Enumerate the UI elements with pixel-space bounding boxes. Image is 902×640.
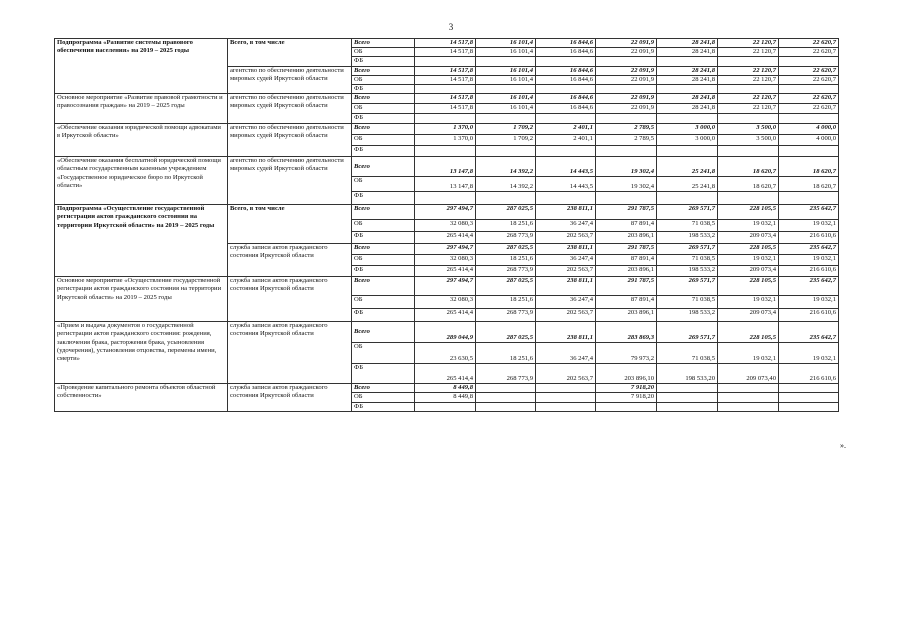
- amount-cell: 32 080,3: [415, 255, 476, 266]
- amount-cell: [779, 114, 839, 124]
- amount-cell: [657, 402, 718, 411]
- amount-cell: 14 517,8: [415, 75, 476, 84]
- amount-cell: 7 918,20: [596, 384, 657, 393]
- amount-cell: 289 044,9: [415, 322, 476, 343]
- amount-cell: 235 642,7: [779, 277, 839, 296]
- amount-cell: 16 101,4: [476, 66, 536, 75]
- amount-cell: 3 000,0: [657, 135, 718, 146]
- amount-cell: 8 449,8: [415, 384, 476, 393]
- amount-cell: 228 105,5: [718, 244, 779, 255]
- program-description: «Обеспечение оказания юридической помощи адвокатами в Иркутской области»: [55, 124, 228, 157]
- table-row: [55, 39, 839, 48]
- amount-cell: 16 844,6: [536, 66, 596, 75]
- funding-source: ОБ: [352, 343, 415, 364]
- amount-cell: 87 891,4: [596, 296, 657, 309]
- budget-table: [54, 38, 839, 412]
- funding-source: Всего: [352, 205, 415, 220]
- amount-cell: [779, 192, 839, 205]
- funding-source: ОБ: [352, 296, 415, 309]
- amount-cell: 71 038,5: [657, 296, 718, 309]
- amount-cell: 1 709,2: [476, 124, 536, 135]
- amount-cell: 1 370,0: [415, 135, 476, 146]
- amount-cell: 238 811,1: [536, 322, 596, 343]
- amount-cell: 22 120,7: [718, 94, 779, 104]
- executor-cell: Всего, в том числе: [228, 205, 352, 244]
- amount-cell: 28 241,8: [657, 94, 718, 104]
- amount-cell: 22 091,9: [596, 104, 657, 114]
- amount-cell: 22 120,7: [718, 104, 779, 114]
- amount-cell: 265 414,4: [415, 266, 476, 277]
- executor-cell: агентство по обеспечению деятельности мировых судей Иркутской области: [228, 66, 352, 94]
- amount-cell: 18 251,6: [476, 343, 536, 364]
- amount-cell: 22 620,7: [779, 75, 839, 84]
- program-description: «Обеспечение оказания бесплатной юридической помощи областным государственным казенным учреждением «Государственное юридическое бюро по Иркутской области»: [55, 157, 228, 205]
- amount-cell: [596, 402, 657, 411]
- amount-cell: 235 642,7: [779, 205, 839, 220]
- amount-cell: 203 896,10: [596, 364, 657, 384]
- amount-cell: 22 120,7: [718, 66, 779, 75]
- program-description: Основное мероприятие «Осуществление государственной регистрации актов гражданского состояния на территории Иркутской области» на 2019 – 2025 годы: [55, 277, 228, 322]
- amount-cell: 18 251,6: [476, 255, 536, 266]
- amount-cell: 22 120,7: [718, 39, 779, 48]
- amount-cell: 22 620,7: [779, 104, 839, 114]
- amount-cell: 19 032,1: [779, 296, 839, 309]
- amount-cell: [536, 393, 596, 402]
- amount-cell: [536, 146, 596, 157]
- amount-cell: 238 811,1: [536, 205, 596, 220]
- amount-cell: 16 844,6: [536, 48, 596, 57]
- amount-cell: 36 247,4: [536, 255, 596, 266]
- executor-cell: служба записи актов гражданского состояния Иркутской области: [228, 384, 352, 412]
- amount-cell: [657, 57, 718, 66]
- amount-cell: 16 844,6: [536, 39, 596, 48]
- amount-cell: 19 032,1: [779, 255, 839, 266]
- amount-cell: 22 120,7: [718, 48, 779, 57]
- amount-cell: [596, 114, 657, 124]
- amount-cell: 23 630,5: [415, 343, 476, 364]
- amount-cell: 14 517,8: [415, 48, 476, 57]
- amount-cell: [779, 384, 839, 393]
- amount-cell: 22 620,7: [779, 48, 839, 57]
- executor-cell: агентство по обеспечению деятельности мировых судей Иркутской области: [228, 94, 352, 124]
- amount-cell: 19 302,4: [596, 157, 657, 177]
- amount-cell: 297 494,7: [415, 205, 476, 220]
- amount-cell: [476, 393, 536, 402]
- program-description: «Проведение капитального ремонта объектов областной собственности»: [55, 384, 228, 412]
- amount-cell: 3 500,0: [718, 124, 779, 135]
- amount-cell: [718, 146, 779, 157]
- amount-cell: [657, 393, 718, 402]
- amount-cell: [779, 146, 839, 157]
- executor-cell: служба записи актов гражданского состояния Иркутской области: [228, 244, 352, 277]
- amount-cell: [779, 57, 839, 66]
- funding-source: ФБ: [352, 114, 415, 124]
- amount-cell: 32 080,3: [415, 220, 476, 232]
- amount-cell: 202 563,7: [536, 232, 596, 244]
- funding-source: Всего: [352, 157, 415, 177]
- amount-cell: [476, 85, 536, 94]
- amount-cell: 71 038,5: [657, 220, 718, 232]
- amount-cell: 287 025,5: [476, 277, 536, 296]
- page-number: 3: [448, 22, 454, 32]
- amount-cell: [718, 393, 779, 402]
- amount-cell: 18 620,7: [718, 177, 779, 192]
- amount-cell: 3 500,0: [718, 135, 779, 146]
- amount-cell: 287 025,5: [476, 244, 536, 255]
- amount-cell: [596, 85, 657, 94]
- executor-cell: служба записи актов гражданского состояния Иркутской области: [228, 277, 352, 322]
- amount-cell: 19 032,1: [718, 343, 779, 364]
- amount-cell: 16 101,4: [476, 39, 536, 48]
- funding-source: ОБ: [352, 393, 415, 402]
- amount-cell: [657, 114, 718, 124]
- amount-cell: 22 620,7: [779, 39, 839, 48]
- funding-source: ОБ: [352, 104, 415, 114]
- closing-mark: ».: [840, 441, 846, 450]
- amount-cell: 19 032,1: [718, 220, 779, 232]
- amount-cell: 18 620,7: [779, 177, 839, 192]
- funding-source: ФБ: [352, 57, 415, 66]
- amount-cell: [718, 384, 779, 393]
- amount-cell: [657, 85, 718, 94]
- amount-cell: 216 610,6: [779, 232, 839, 244]
- amount-cell: 198 533,2: [657, 309, 718, 322]
- program-description: «Прием и выдача документов о государственной регистрации актов гражданского состояния: рождения, заключения брака, расторжения брака, усыновления (удочерения), установления отцовства, перемены имени, смерти»: [55, 322, 228, 384]
- amount-cell: 235 642,7: [779, 244, 839, 255]
- funding-source: ФБ: [352, 309, 415, 322]
- executor-cell: агентство по обеспечению деятельности мировых судей Иркутской области: [228, 157, 352, 205]
- amount-cell: [415, 192, 476, 205]
- amount-cell: 14 392,2: [476, 157, 536, 177]
- amount-cell: 268 773,9: [476, 309, 536, 322]
- amount-cell: 19 032,1: [779, 343, 839, 364]
- amount-cell: 22 620,7: [779, 94, 839, 104]
- amount-cell: [657, 192, 718, 205]
- amount-cell: 18 251,6: [476, 296, 536, 309]
- amount-cell: 2 789,5: [596, 124, 657, 135]
- amount-cell: [415, 114, 476, 124]
- amount-cell: 216 610,6: [779, 266, 839, 277]
- amount-cell: [718, 402, 779, 411]
- funding-source: ОБ: [352, 177, 415, 192]
- executor-cell: агентство по обеспечению деятельности мировых судей Иркутской области: [228, 124, 352, 157]
- funding-source: ФБ: [352, 192, 415, 205]
- funding-source: ФБ: [352, 402, 415, 411]
- executor-cell: служба записи актов гражданского состояния Иркутской области: [228, 322, 352, 384]
- funding-source: ОБ: [352, 75, 415, 84]
- amount-cell: [596, 146, 657, 157]
- funding-source: Всего: [352, 124, 415, 135]
- amount-cell: 198 533,20: [657, 364, 718, 384]
- amount-cell: [596, 192, 657, 205]
- amount-cell: 287 025,5: [476, 322, 536, 343]
- amount-cell: 291 787,5: [596, 244, 657, 255]
- amount-cell: [718, 57, 779, 66]
- program-description: Подпрограмма «Развитие системы правового обеспечения населения» на 2019 – 2025 годы: [55, 39, 228, 94]
- amount-cell: 14 517,8: [415, 39, 476, 48]
- amount-cell: 13 147,8: [415, 157, 476, 177]
- table-row: [55, 205, 839, 220]
- amount-cell: 202 563,7: [536, 266, 596, 277]
- amount-cell: 16 101,4: [476, 75, 536, 84]
- amount-cell: 203 896,1: [596, 232, 657, 244]
- amount-cell: 269 571,7: [657, 322, 718, 343]
- amount-cell: 209 073,40: [718, 364, 779, 384]
- amount-cell: 25 241,8: [657, 157, 718, 177]
- amount-cell: [415, 85, 476, 94]
- amount-cell: [415, 57, 476, 66]
- amount-cell: 19 032,1: [718, 296, 779, 309]
- amount-cell: 79 973,2: [596, 343, 657, 364]
- amount-cell: 283 869,3: [596, 322, 657, 343]
- amount-cell: [718, 85, 779, 94]
- amount-cell: [476, 192, 536, 205]
- amount-cell: 14 517,8: [415, 94, 476, 104]
- amount-cell: [476, 384, 536, 393]
- amount-cell: [536, 85, 596, 94]
- amount-cell: 16 101,4: [476, 94, 536, 104]
- amount-cell: 202 563,7: [536, 309, 596, 322]
- amount-cell: 265 414,4: [415, 364, 476, 384]
- amount-cell: 238 811,1: [536, 244, 596, 255]
- table-row: [55, 124, 839, 135]
- amount-cell: 3 000,0: [657, 124, 718, 135]
- amount-cell: 216 610,6: [779, 309, 839, 322]
- amount-cell: 19 302,4: [596, 177, 657, 192]
- funding-source: ОБ: [352, 135, 415, 146]
- amount-cell: 235 642,7: [779, 322, 839, 343]
- amount-cell: 22 091,9: [596, 39, 657, 48]
- amount-cell: 28 241,8: [657, 39, 718, 48]
- amount-cell: 71 038,5: [657, 343, 718, 364]
- program-description: Основное мероприятие «Развитие правовой грамотности и правосознания граждан» на 2019 – 2025 годы: [55, 94, 228, 124]
- amount-cell: 28 241,8: [657, 48, 718, 57]
- amount-cell: 297 494,7: [415, 277, 476, 296]
- amount-cell: [536, 57, 596, 66]
- amount-cell: 268 773,9: [476, 232, 536, 244]
- amount-cell: 291 787,5: [596, 277, 657, 296]
- amount-cell: [415, 402, 476, 411]
- amount-cell: 209 073,4: [718, 309, 779, 322]
- amount-cell: [779, 402, 839, 411]
- amount-cell: 13 147,8: [415, 177, 476, 192]
- funding-source: ФБ: [352, 364, 415, 384]
- amount-cell: 14 517,8: [415, 66, 476, 75]
- amount-cell: [476, 146, 536, 157]
- amount-cell: 28 241,8: [657, 75, 718, 84]
- amount-cell: 14 517,8: [415, 104, 476, 114]
- table-row: [55, 157, 839, 177]
- amount-cell: 36 247,4: [536, 296, 596, 309]
- amount-cell: [779, 393, 839, 402]
- amount-cell: 87 891,4: [596, 220, 657, 232]
- amount-cell: 28 241,8: [657, 66, 718, 75]
- amount-cell: 265 414,4: [415, 232, 476, 244]
- amount-cell: [476, 114, 536, 124]
- amount-cell: [536, 402, 596, 411]
- amount-cell: 16 101,4: [476, 104, 536, 114]
- funding-source: Всего: [352, 244, 415, 255]
- amount-cell: [536, 192, 596, 205]
- amount-cell: 36 247,4: [536, 220, 596, 232]
- amount-cell: [718, 192, 779, 205]
- amount-cell: 18 620,7: [779, 157, 839, 177]
- amount-cell: 2 401,1: [536, 135, 596, 146]
- amount-cell: 291 787,5: [596, 205, 657, 220]
- funding-source: Всего: [352, 66, 415, 75]
- amount-cell: 1 709,2: [476, 135, 536, 146]
- amount-cell: 25 241,8: [657, 177, 718, 192]
- funding-source: ОБ: [352, 48, 415, 57]
- amount-cell: 4 000,0: [779, 124, 839, 135]
- amount-cell: [476, 402, 536, 411]
- funding-source: ФБ: [352, 232, 415, 244]
- table-row: [55, 384, 839, 393]
- amount-cell: 2 401,1: [536, 124, 596, 135]
- funding-source: ФБ: [352, 146, 415, 157]
- amount-cell: 228 105,5: [718, 277, 779, 296]
- amount-cell: 287 025,5: [476, 205, 536, 220]
- amount-cell: 209 073,4: [718, 232, 779, 244]
- amount-cell: 18 251,6: [476, 220, 536, 232]
- amount-cell: 216 610,6: [779, 364, 839, 384]
- amount-cell: 14 392,2: [476, 177, 536, 192]
- funding-source: Всего: [352, 322, 415, 343]
- table-row: [55, 94, 839, 104]
- amount-cell: 269 571,7: [657, 244, 718, 255]
- amount-cell: 87 891,4: [596, 255, 657, 266]
- funding-source: ФБ: [352, 85, 415, 94]
- amount-cell: 22 120,7: [718, 75, 779, 84]
- amount-cell: 16 844,6: [536, 94, 596, 104]
- amount-cell: 265 414,4: [415, 309, 476, 322]
- amount-cell: [476, 57, 536, 66]
- amount-cell: [657, 384, 718, 393]
- amount-cell: 22 091,9: [596, 48, 657, 57]
- amount-cell: 22 091,9: [596, 66, 657, 75]
- amount-cell: 268 773,9: [476, 266, 536, 277]
- amount-cell: 203 896,1: [596, 266, 657, 277]
- amount-cell: 4 000,0: [779, 135, 839, 146]
- amount-cell: [536, 384, 596, 393]
- amount-cell: [596, 57, 657, 66]
- funding-source: Всего: [352, 39, 415, 48]
- executor-cell: Всего, в том числе: [228, 39, 352, 67]
- amount-cell: 1 370,0: [415, 124, 476, 135]
- amount-cell: 209 073,4: [718, 266, 779, 277]
- funding-source: ОБ: [352, 255, 415, 266]
- amount-cell: [415, 146, 476, 157]
- amount-cell: 228 105,5: [718, 322, 779, 343]
- amount-cell: 28 241,8: [657, 104, 718, 114]
- funding-source: ОБ: [352, 220, 415, 232]
- amount-cell: 198 533,2: [657, 266, 718, 277]
- amount-cell: 16 844,6: [536, 104, 596, 114]
- funding-source: Всего: [352, 94, 415, 104]
- amount-cell: 32 080,3: [415, 296, 476, 309]
- amount-cell: 269 571,7: [657, 277, 718, 296]
- amount-cell: 228 105,5: [718, 205, 779, 220]
- amount-cell: 198 533,2: [657, 232, 718, 244]
- amount-cell: [718, 114, 779, 124]
- amount-cell: [779, 85, 839, 94]
- amount-cell: 269 571,7: [657, 205, 718, 220]
- amount-cell: 238 811,1: [536, 277, 596, 296]
- table-row: [55, 322, 839, 343]
- amount-cell: 36 247,4: [536, 343, 596, 364]
- amount-cell: 14 443,5: [536, 177, 596, 192]
- amount-cell: 203 896,1: [596, 309, 657, 322]
- amount-cell: 202 563,7: [536, 364, 596, 384]
- amount-cell: 22 091,9: [596, 94, 657, 104]
- funding-source: ФБ: [352, 266, 415, 277]
- amount-cell: 22 091,9: [596, 75, 657, 84]
- amount-cell: 8 449,8: [415, 393, 476, 402]
- amount-cell: 19 032,1: [779, 220, 839, 232]
- amount-cell: [536, 114, 596, 124]
- funding-source: Всего: [352, 277, 415, 296]
- amount-cell: 7 918,20: [596, 393, 657, 402]
- amount-cell: [657, 146, 718, 157]
- amount-cell: 268 773,9: [476, 364, 536, 384]
- amount-cell: 297 494,7: [415, 244, 476, 255]
- amount-cell: 14 443,5: [536, 157, 596, 177]
- amount-cell: 16 844,6: [536, 75, 596, 84]
- amount-cell: 71 038,5: [657, 255, 718, 266]
- funding-source: Всего: [352, 384, 415, 393]
- amount-cell: 22 620,7: [779, 66, 839, 75]
- program-description: Подпрограмма «Осуществление государственной регистрации актов гражданского состояния на территории Иркутской области» на 2019 – 2025 годы: [55, 205, 228, 277]
- table-row: [55, 277, 839, 296]
- amount-cell: 16 101,4: [476, 48, 536, 57]
- amount-cell: 19 032,1: [718, 255, 779, 266]
- amount-cell: 2 789,5: [596, 135, 657, 146]
- amount-cell: 18 620,7: [718, 157, 779, 177]
